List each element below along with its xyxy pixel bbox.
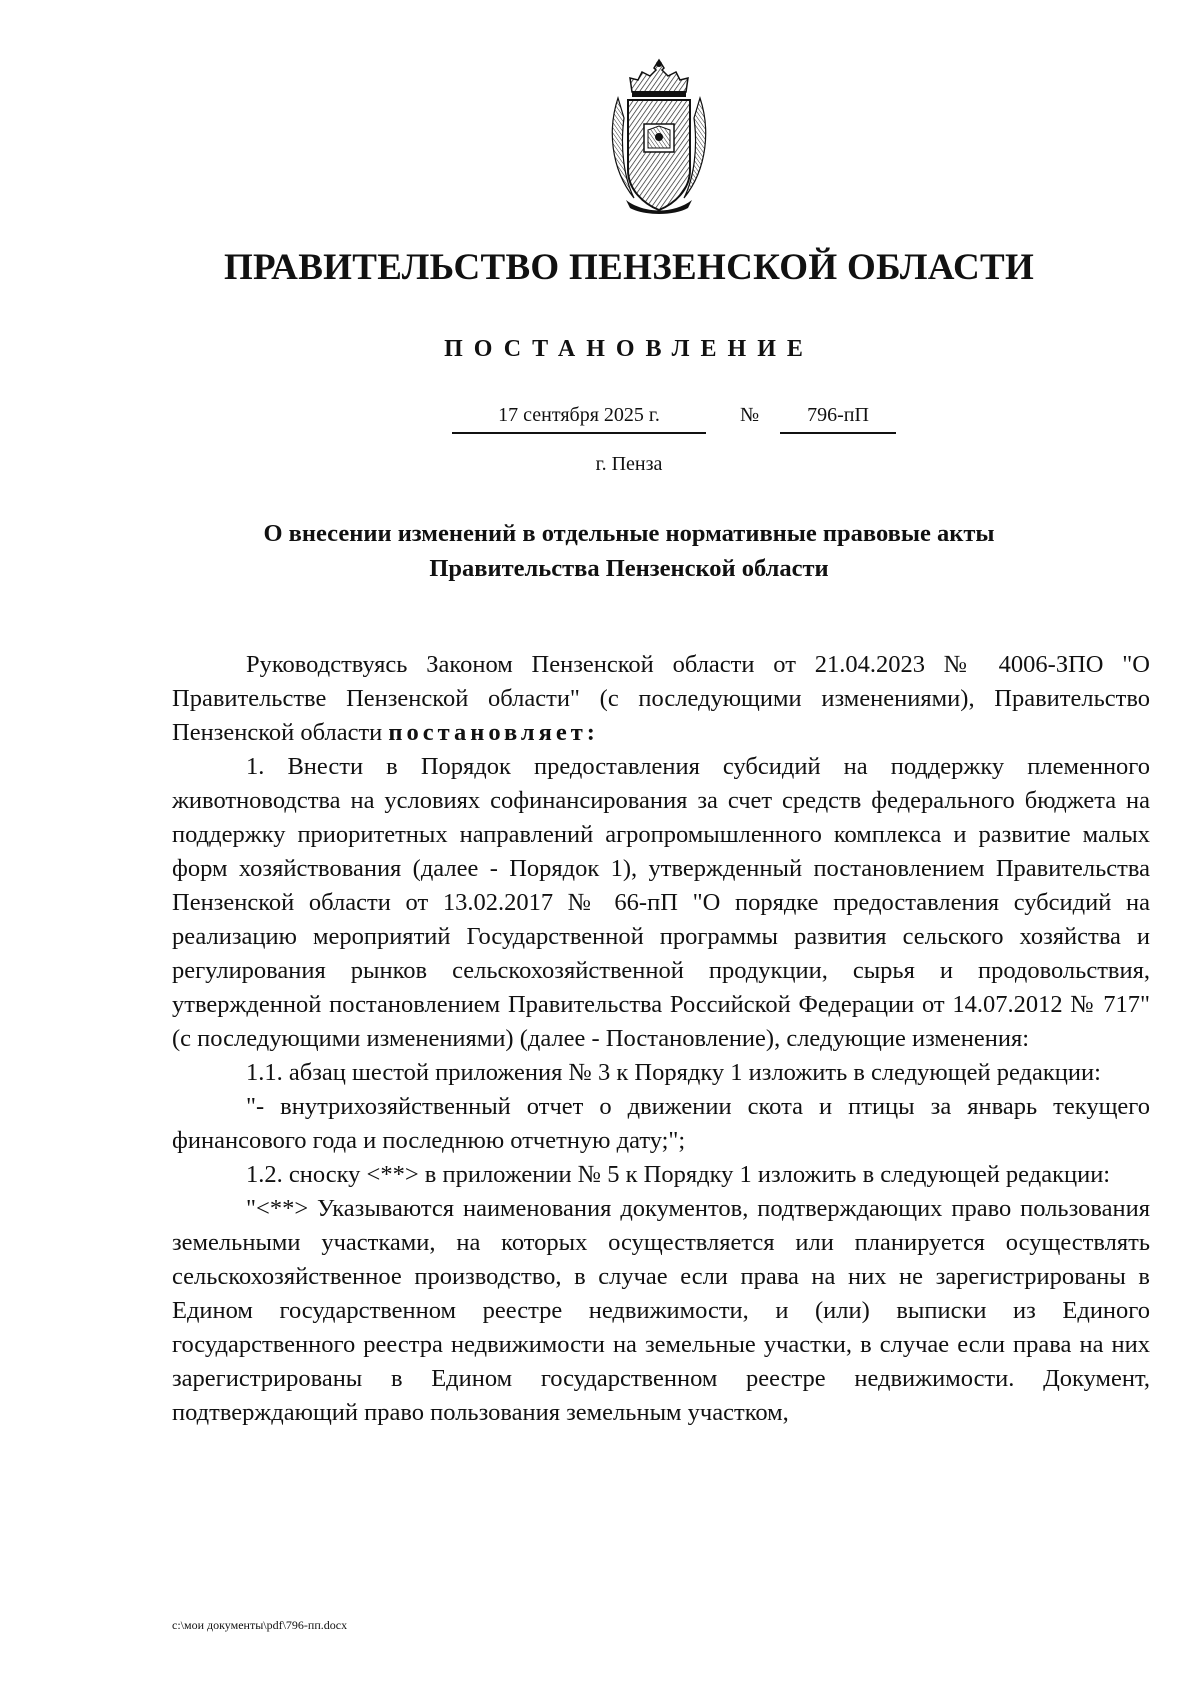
preamble-text: Руководствуясь Законом Пензенской области от 21.04.2023 № 4006-ЗПО "О Правительстве Пензенской области" (с последующими изменениями), Правительство Пензенской области — [172, 651, 1150, 746]
organization-title: ПРАВИТЕЛЬСТВО ПЕНЗЕНСКОЙ ОБЛАСТИ — [223, 247, 1035, 288]
paragraph-1-2: 1.2. сноску <**> в приложении № 5 к Порядку 1 изложить в следующей редакции: — [246, 1161, 1111, 1188]
document-number: 796-пП — [780, 404, 896, 434]
preamble-paragraph — [172, 648, 1150, 750]
paragraph-1-1-quote: "- внутрихозяйственный отчет о движении скота и птицы за январь текущего финансового года и последнюю отчетную дату;"; — [172, 1093, 1150, 1154]
subject-line-2: Правительства Пензенской области — [429, 555, 829, 582]
coat-of-arms-icon — [604, 58, 714, 216]
paragraph-1-1: 1.1. абзац шестой приложения № 3 к Порядку 1 изложить в следующей редакции: — [246, 1059, 1101, 1086]
city: г. Пенза — [595, 453, 663, 475]
document-subject — [0, 516, 1200, 586]
document-body — [172, 648, 1150, 1430]
preamble-verb: постановляет: — [388, 719, 599, 746]
paragraph-1-2-quote: "<**> Указываются наименования документов, подтверждающих право пользования земельными участками, на которых осуществляется или планируется осуществлять сельскохозяйственное производство, в случае если права на них не зарегистрированы в Едином государственном реестре недвижимости, и (или) выписки из Единого государственного реестра недвижимости на земельные участки, в случае если права на них зарегистрированы в Едином государственном реестре недвижимости. Документ, подтверждающий право пользования земельным участком, — [172, 1195, 1150, 1426]
document-type: ПОСТАНОВЛЕНИЕ — [444, 336, 814, 362]
file-path-footer: c:\мои документы\pdf\796-пп.docx — [172, 1618, 348, 1632]
number-sign: № — [740, 404, 760, 426]
paragraph-1: 1. Внести в Порядок предоставления субсидий на поддержку племенного животноводства на условиях софинансирования за счет средств федерального бюджета на поддержку приоритетных направлений агропромышленного комплекса и развитие малых форм хозяйствования (далее - Порядок 1), утвержденный постановлением Правительства Пензенской области от 13.02.2017 № 66-пП "О порядке предоставления субсидий на реализацию мероприятий Государственной программы развития сельского хозяйства и регулирования рынков сельскохозяйственной продукции, сырья и продовольствия, утвержденной постановлением Правительства Российской Федерации от 14.07.2012 № 717" (с последующими изменениями) (далее - Постановление), следующие изменения: — [172, 753, 1150, 1052]
date-number-line — [0, 404, 1200, 438]
subject-line-1: О внесении изменений в отдельные нормативные правовые акты — [263, 520, 995, 547]
document-date: 17 сентября 2025 г. — [452, 404, 706, 434]
